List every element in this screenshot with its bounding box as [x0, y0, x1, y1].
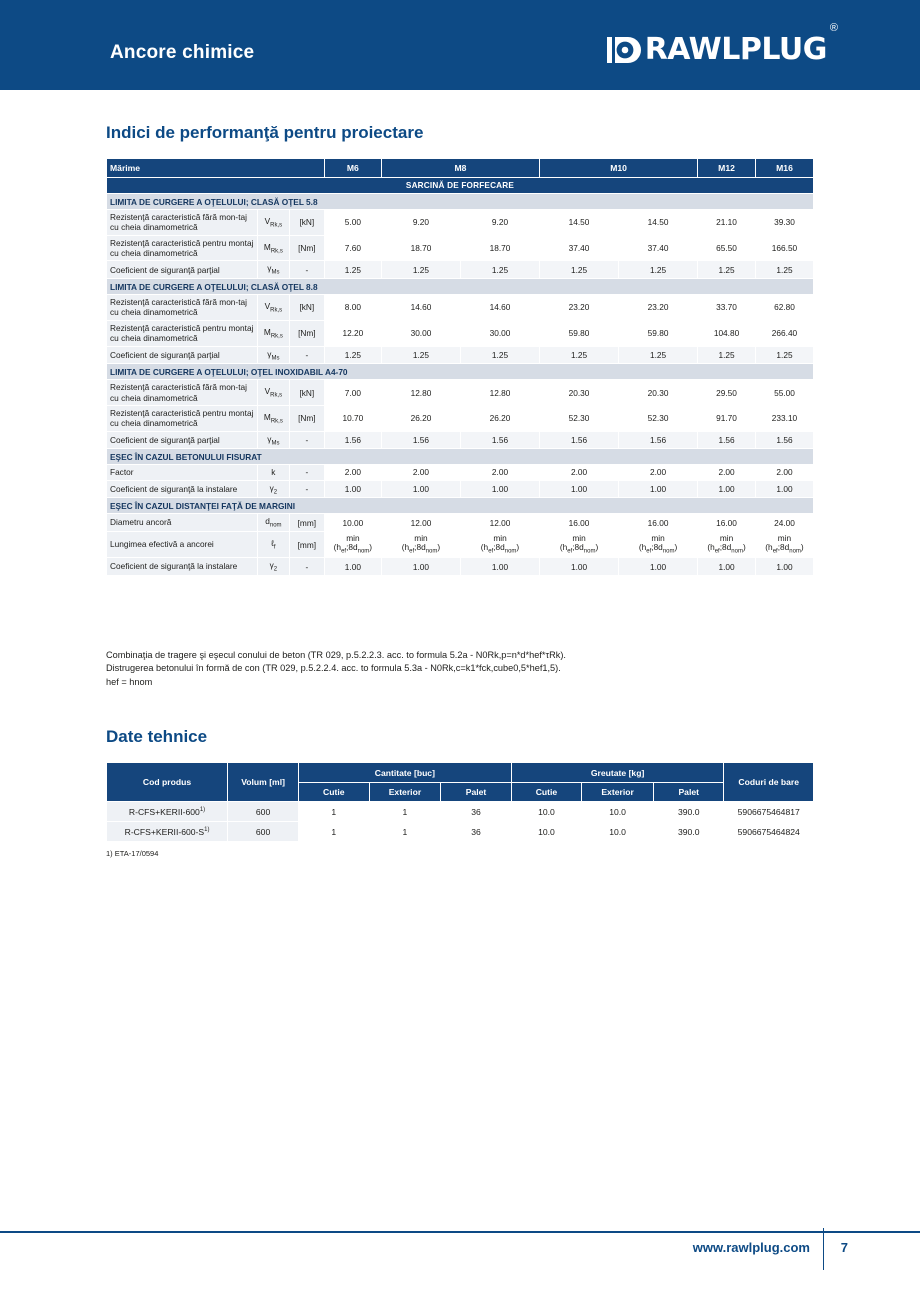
cell-value: 233.10 — [755, 405, 813, 431]
row-label: Coeficient de siguranţă parţial — [107, 346, 258, 364]
cell-value: 166.50 — [755, 235, 813, 261]
cell-value: 12.00 — [460, 514, 539, 532]
cell-value: 1.25 — [460, 346, 539, 364]
cell-value: 1 — [299, 822, 369, 842]
cell-value: 8.00 — [324, 295, 381, 321]
cell-value: 21.10 — [698, 210, 756, 236]
performance-table — [106, 158, 814, 576]
row-unit: - — [289, 465, 324, 480]
cell-value: 1.56 — [324, 431, 381, 449]
cell-value: 12.80 — [381, 380, 460, 406]
page-title-technical: Date tehnice — [106, 727, 208, 746]
page-title-performance: Indici de performanţă pentru proiectare — [106, 123, 424, 142]
col-header-greutate: Greutate [kg] — [511, 763, 724, 783]
cell-value: 1.00 — [324, 558, 381, 576]
col-header-m12: M12 — [698, 159, 756, 178]
cell-value: 1.00 — [324, 480, 381, 498]
cell-value: min $(h_{ef};8d_{nom})$ — [460, 531, 539, 557]
row-label: Rezistenţă caracteristică pentru montaj cu cheia dinamometrică — [107, 405, 258, 431]
cell-value: 2.00 — [698, 465, 756, 480]
cell-product-code — [107, 802, 228, 822]
row-label: Coeficient de siguranţă parţial — [107, 261, 258, 279]
rawlplug-logo-mark — [607, 35, 641, 65]
col-header-volum: Volum [ml] — [228, 763, 299, 802]
cell-value: 1.56 — [698, 431, 756, 449]
cell-value: 1.25 — [460, 261, 539, 279]
cell-value: 55.00 — [755, 380, 813, 406]
cell-value: 52.30 — [619, 405, 698, 431]
cell-value: 20.30 — [540, 380, 619, 406]
row-symbol: $\gamma_{Ms}$ — [257, 346, 289, 364]
cell-value: 10.0 — [582, 802, 654, 822]
cell-value: 390.0 — [653, 822, 723, 842]
cell-value: 1 — [299, 802, 369, 822]
cell-value: 1 — [369, 802, 441, 822]
cell-value: 7.00 — [324, 380, 381, 406]
cell-value: 1.56 — [460, 431, 539, 449]
cell-value: 30.00 — [381, 320, 460, 346]
col-header-cantitate: Cantitate [buc] — [299, 763, 512, 783]
cell-value: 1.00 — [698, 480, 756, 498]
cell-product-code — [107, 822, 228, 842]
table-row — [107, 431, 814, 449]
rawlplug-logo — [607, 22, 838, 67]
note-line-1: Combinaţia de tragere şi eşecul conului de beton (TR 029, p.5.2.2.3. acc. to formula 5.2a - N0Rk,p=n*d*hef*τRk). — [106, 650, 566, 660]
table-row — [107, 802, 814, 822]
row-symbol: k — [257, 465, 289, 480]
cell-value: 9.20 — [381, 210, 460, 236]
row-label: Lungimea efectivă a ancorei — [107, 531, 258, 557]
cell-value: 16.00 — [698, 514, 756, 532]
row-symbol: $\gamma_{Ms}$ — [257, 431, 289, 449]
page-number: 7 — [840, 1240, 848, 1255]
cell-value: 37.40 — [619, 235, 698, 261]
cell-value: 1.00 — [698, 558, 756, 576]
cell-value: 1.25 — [755, 346, 813, 364]
cell-value: 59.80 — [540, 320, 619, 346]
cell-value: 18.70 — [460, 235, 539, 261]
cell-value: 33.70 — [698, 295, 756, 321]
cell-barcode: 5906675464817 — [724, 802, 814, 822]
cell-value: 12.80 — [460, 380, 539, 406]
col-subheader-greutate-exterior: Exterior — [582, 783, 654, 802]
cell-value: 1.56 — [540, 431, 619, 449]
table-row — [107, 405, 814, 431]
cell-value: 390.0 — [653, 802, 723, 822]
table-row — [107, 346, 814, 364]
row-unit: [Nm] — [289, 405, 324, 431]
col-subheader-cantitate-palet: Palet — [441, 783, 511, 802]
row-symbol: $\gamma_2$ — [257, 480, 289, 498]
subsection-cracked-concrete-label: EŞEC ÎN CAZUL BETONULUI FISURAT — [107, 449, 814, 465]
cell-value: 1.56 — [381, 431, 460, 449]
cell-value: 39.30 — [755, 210, 813, 236]
row-label: Rezistenţă caracteristică pentru montaj cu cheia dinamometrică — [107, 235, 258, 261]
cell-value: 1.56 — [619, 431, 698, 449]
cell-value: 1.25 — [540, 346, 619, 364]
cell-value: 266.40 — [755, 320, 813, 346]
band-shear-label: SARCINĂ DE FORFECARE — [107, 178, 814, 194]
cell-value: 37.40 — [540, 235, 619, 261]
cell-value: 1.00 — [755, 480, 813, 498]
cell-value: 2.00 — [324, 465, 381, 480]
cell-value: 1.25 — [698, 346, 756, 364]
cell-value: 1.25 — [540, 261, 619, 279]
cell-value: 9.20 — [460, 210, 539, 236]
col-subheader-greutate-palet: Palet — [653, 783, 723, 802]
cell-value: 16.00 — [540, 514, 619, 532]
cell-value: min $(h_{ef};8d_{nom})$ — [619, 531, 698, 557]
cell-value: 1.00 — [381, 480, 460, 498]
row-symbol: $V_{Rk,s}$ — [257, 380, 289, 406]
table-row — [107, 558, 814, 576]
cell-value: min $(h_{ef};8d_{nom})$ — [755, 531, 813, 557]
row-symbol: $V_{Rk,s}$ — [257, 295, 289, 321]
table-row — [107, 465, 814, 480]
table-row — [107, 261, 814, 279]
cell-value: 1.00 — [619, 558, 698, 576]
cell-value: 59.80 — [619, 320, 698, 346]
cell-value: 23.20 — [540, 295, 619, 321]
cell-value: 16.00 — [619, 514, 698, 532]
cell-value: 14.60 — [381, 295, 460, 321]
page-header — [0, 0, 920, 90]
cell-value: 29.50 — [698, 380, 756, 406]
cell-value: 36 — [441, 822, 511, 842]
row-unit: [kN] — [289, 295, 324, 321]
row-symbol: ℓ$_f$ — [257, 531, 289, 557]
cell-value: 65.50 — [698, 235, 756, 261]
col-header-m8: M8 — [381, 159, 539, 178]
row-label: Coeficient de siguranţă la instalare — [107, 480, 258, 498]
subsection-edge-distance — [107, 498, 814, 514]
cell-value: 1.25 — [698, 261, 756, 279]
table-row — [107, 514, 814, 532]
product-code-footnote-marker: 1) — [199, 806, 206, 813]
cell-value: 1.00 — [381, 558, 460, 576]
cell-value: 2.00 — [619, 465, 698, 480]
cell-value: 14.50 — [540, 210, 619, 236]
cell-value: 91.70 — [698, 405, 756, 431]
table-row — [107, 480, 814, 498]
row-label: Rezistenţă caracteristică pentru montaj cu cheia dinamometrică — [107, 320, 258, 346]
cell-value: 2.00 — [540, 465, 619, 480]
row-unit: [mm] — [289, 514, 324, 532]
row-unit: - — [289, 346, 324, 364]
cell-volume: 600 — [228, 822, 299, 842]
col-header-marime: Mărime — [107, 159, 325, 178]
product-code-text: R-CFS+KERII-600 — [128, 806, 200, 817]
cell-value: 26.20 — [460, 405, 539, 431]
cell-value: 1.00 — [460, 480, 539, 498]
subsection-steel-8-8-label: LIMITA DE CURGERE A OŢELULUI; CLASĂ OŢEL 8.8 — [107, 279, 814, 295]
row-unit: - — [289, 431, 324, 449]
table-row — [107, 235, 814, 261]
table-row — [107, 822, 814, 842]
cell-value: min $(h_{ef};8d_{nom})$ — [324, 531, 381, 557]
table-row — [107, 380, 814, 406]
cell-value: 12.00 — [381, 514, 460, 532]
row-unit: [mm] — [289, 531, 324, 557]
subsection-steel-5-8-label: LIMITA DE CURGERE A OŢELULUI; CLASĂ OŢEL 5.8 — [107, 194, 814, 210]
cell-value: 10.00 — [324, 514, 381, 532]
cell-value: 1.25 — [755, 261, 813, 279]
note-line-3: hef = hnom — [106, 676, 153, 687]
table-row — [107, 531, 814, 557]
cell-value: 24.00 — [755, 514, 813, 532]
subsection-steel-8-8 — [107, 279, 814, 295]
row-label: Rezistenţă caracteristică fără mon-taj cu cheia dinamometrică — [107, 295, 258, 321]
col-subheader-greutate-cutie: Cutie — [511, 783, 581, 802]
cell-value: min $(h_{ef};8d_{nom})$ — [381, 531, 460, 557]
table-row — [107, 210, 814, 236]
cell-value: 1.25 — [324, 261, 381, 279]
cell-value: 2.00 — [755, 465, 813, 480]
subsection-stainless-a4-70-label: LIMITA DE CURGERE A OŢELULUI; OŢEL INOXIDABIL A4-70 — [107, 364, 814, 380]
row-unit: [Nm] — [289, 235, 324, 261]
row-label: Coeficient de siguranţă la instalare — [107, 558, 258, 576]
row-label: Rezistenţă caracteristică fără mon-taj cu cheia dinamometrică — [107, 380, 258, 406]
col-header-cod-produs: Cod produs — [107, 763, 228, 802]
row-symbol: $M_{Rk,s}$ — [257, 235, 289, 261]
product-code-footnote-marker: 1) — [204, 826, 210, 833]
row-label: Coeficient de siguranţă parţial — [107, 431, 258, 449]
subsection-cracked-concrete — [107, 449, 814, 465]
row-symbol: $\gamma_{Ms}$ — [257, 261, 289, 279]
band-shear-load — [107, 178, 814, 194]
row-symbol: $V_{Rk,s}$ — [257, 210, 289, 236]
col-header-coduri-de-bare: Coduri de bare — [724, 763, 814, 802]
footer-divider — [0, 1231, 920, 1233]
cell-value: 1.25 — [619, 261, 698, 279]
cell-value: 7.60 — [324, 235, 381, 261]
product-code-text: R-CFS+KERII-600-S — [124, 826, 205, 837]
cell-value: 1.00 — [540, 558, 619, 576]
row-unit: - — [289, 480, 324, 498]
footer-website-link[interactable]: www.rawlplug.com — [692, 1240, 810, 1255]
registered-trademark-icon: ® — [829, 22, 838, 34]
col-header-m6: M6 — [324, 159, 381, 178]
row-unit: [kN] — [289, 210, 324, 236]
cell-value: 104.80 — [698, 320, 756, 346]
cell-value: 10.0 — [582, 822, 654, 842]
row-symbol: $M_{Rk,s}$ — [257, 405, 289, 431]
col-subheader-cantitate-exterior: Exterior — [369, 783, 441, 802]
cell-value: 14.60 — [460, 295, 539, 321]
subsection-stainless-a4-70 — [107, 364, 814, 380]
cell-value: 26.20 — [381, 405, 460, 431]
cell-value: 10.0 — [511, 802, 581, 822]
cell-value: min $(h_{ef};8d_{nom})$ — [698, 531, 756, 557]
cell-value: min $(h_{ef};8d_{nom})$ — [540, 531, 619, 557]
row-symbol: $\gamma_2$ — [257, 558, 289, 576]
cell-value: 36 — [441, 802, 511, 822]
row-unit: - — [289, 558, 324, 576]
cell-value: 1.00 — [619, 480, 698, 498]
cell-value: 1.00 — [540, 480, 619, 498]
cell-value: 62.80 — [755, 295, 813, 321]
cell-value: 5.00 — [324, 210, 381, 236]
header-title: Ancore chimice — [110, 42, 255, 63]
technical-footnote: 1) ETA-17/0594 — [106, 849, 159, 858]
cell-value: 1.25 — [381, 346, 460, 364]
table-row — [107, 320, 814, 346]
cell-value: 2.00 — [381, 465, 460, 480]
footer-separator — [823, 1228, 824, 1270]
cell-value: 1 — [369, 822, 441, 842]
cell-volume: 600 — [228, 802, 299, 822]
cell-value: 18.70 — [381, 235, 460, 261]
row-unit: [Nm] — [289, 320, 324, 346]
cell-value: 23.20 — [619, 295, 698, 321]
cell-barcode: 5906675464824 — [724, 822, 814, 842]
cell-value: 1.56 — [755, 431, 813, 449]
performance-notes — [106, 649, 822, 689]
row-label: Diametru ancoră — [107, 514, 258, 532]
cell-value: 2.00 — [460, 465, 539, 480]
header-divider — [0, 90, 920, 93]
rawlplug-logo-text: RAWLPLUG — [644, 32, 827, 67]
row-unit: - — [289, 261, 324, 279]
col-header-m10: M10 — [540, 159, 698, 178]
row-symbol: $d_{nom}$ — [257, 514, 289, 532]
cell-value: 20.30 — [619, 380, 698, 406]
row-label: Factor — [107, 465, 258, 480]
cell-value: 10.0 — [511, 822, 581, 842]
cell-value: 1.25 — [381, 261, 460, 279]
table-header-row — [107, 159, 814, 178]
subsection-steel-5-8 — [107, 194, 814, 210]
tech-header-row-1 — [107, 763, 814, 783]
cell-value: 1.25 — [324, 346, 381, 364]
row-label: Rezistenţă caracteristică fără mon-taj cu cheia dinamometrică — [107, 210, 258, 236]
cell-value: 1.00 — [755, 558, 813, 576]
cell-value: 30.00 — [460, 320, 539, 346]
col-subheader-cantitate-cutie: Cutie — [299, 783, 369, 802]
cell-value: 14.50 — [619, 210, 698, 236]
table-row — [107, 295, 814, 321]
technical-data-table — [106, 762, 814, 842]
cell-value: 52.30 — [540, 405, 619, 431]
cell-value: 12.20 — [324, 320, 381, 346]
cell-value: 10.70 — [324, 405, 381, 431]
cell-value: 1.00 — [460, 558, 539, 576]
note-line-2: Distrugerea betonului în formă de con (TR 029, p.5.2.2.4. acc. to formula 5.3a - N0Rk,c=k1*fck,cube0,5*hef1,5). — [106, 663, 561, 674]
cell-value: 1.25 — [619, 346, 698, 364]
row-symbol: $M_{Rk,s}$ — [257, 320, 289, 346]
row-unit: [kN] — [289, 380, 324, 406]
subsection-edge-distance-label: EŞEC ÎN CAZUL DISTANŢEI FAŢĂ DE MARGINI — [107, 498, 814, 514]
col-header-m16: M16 — [755, 159, 813, 178]
